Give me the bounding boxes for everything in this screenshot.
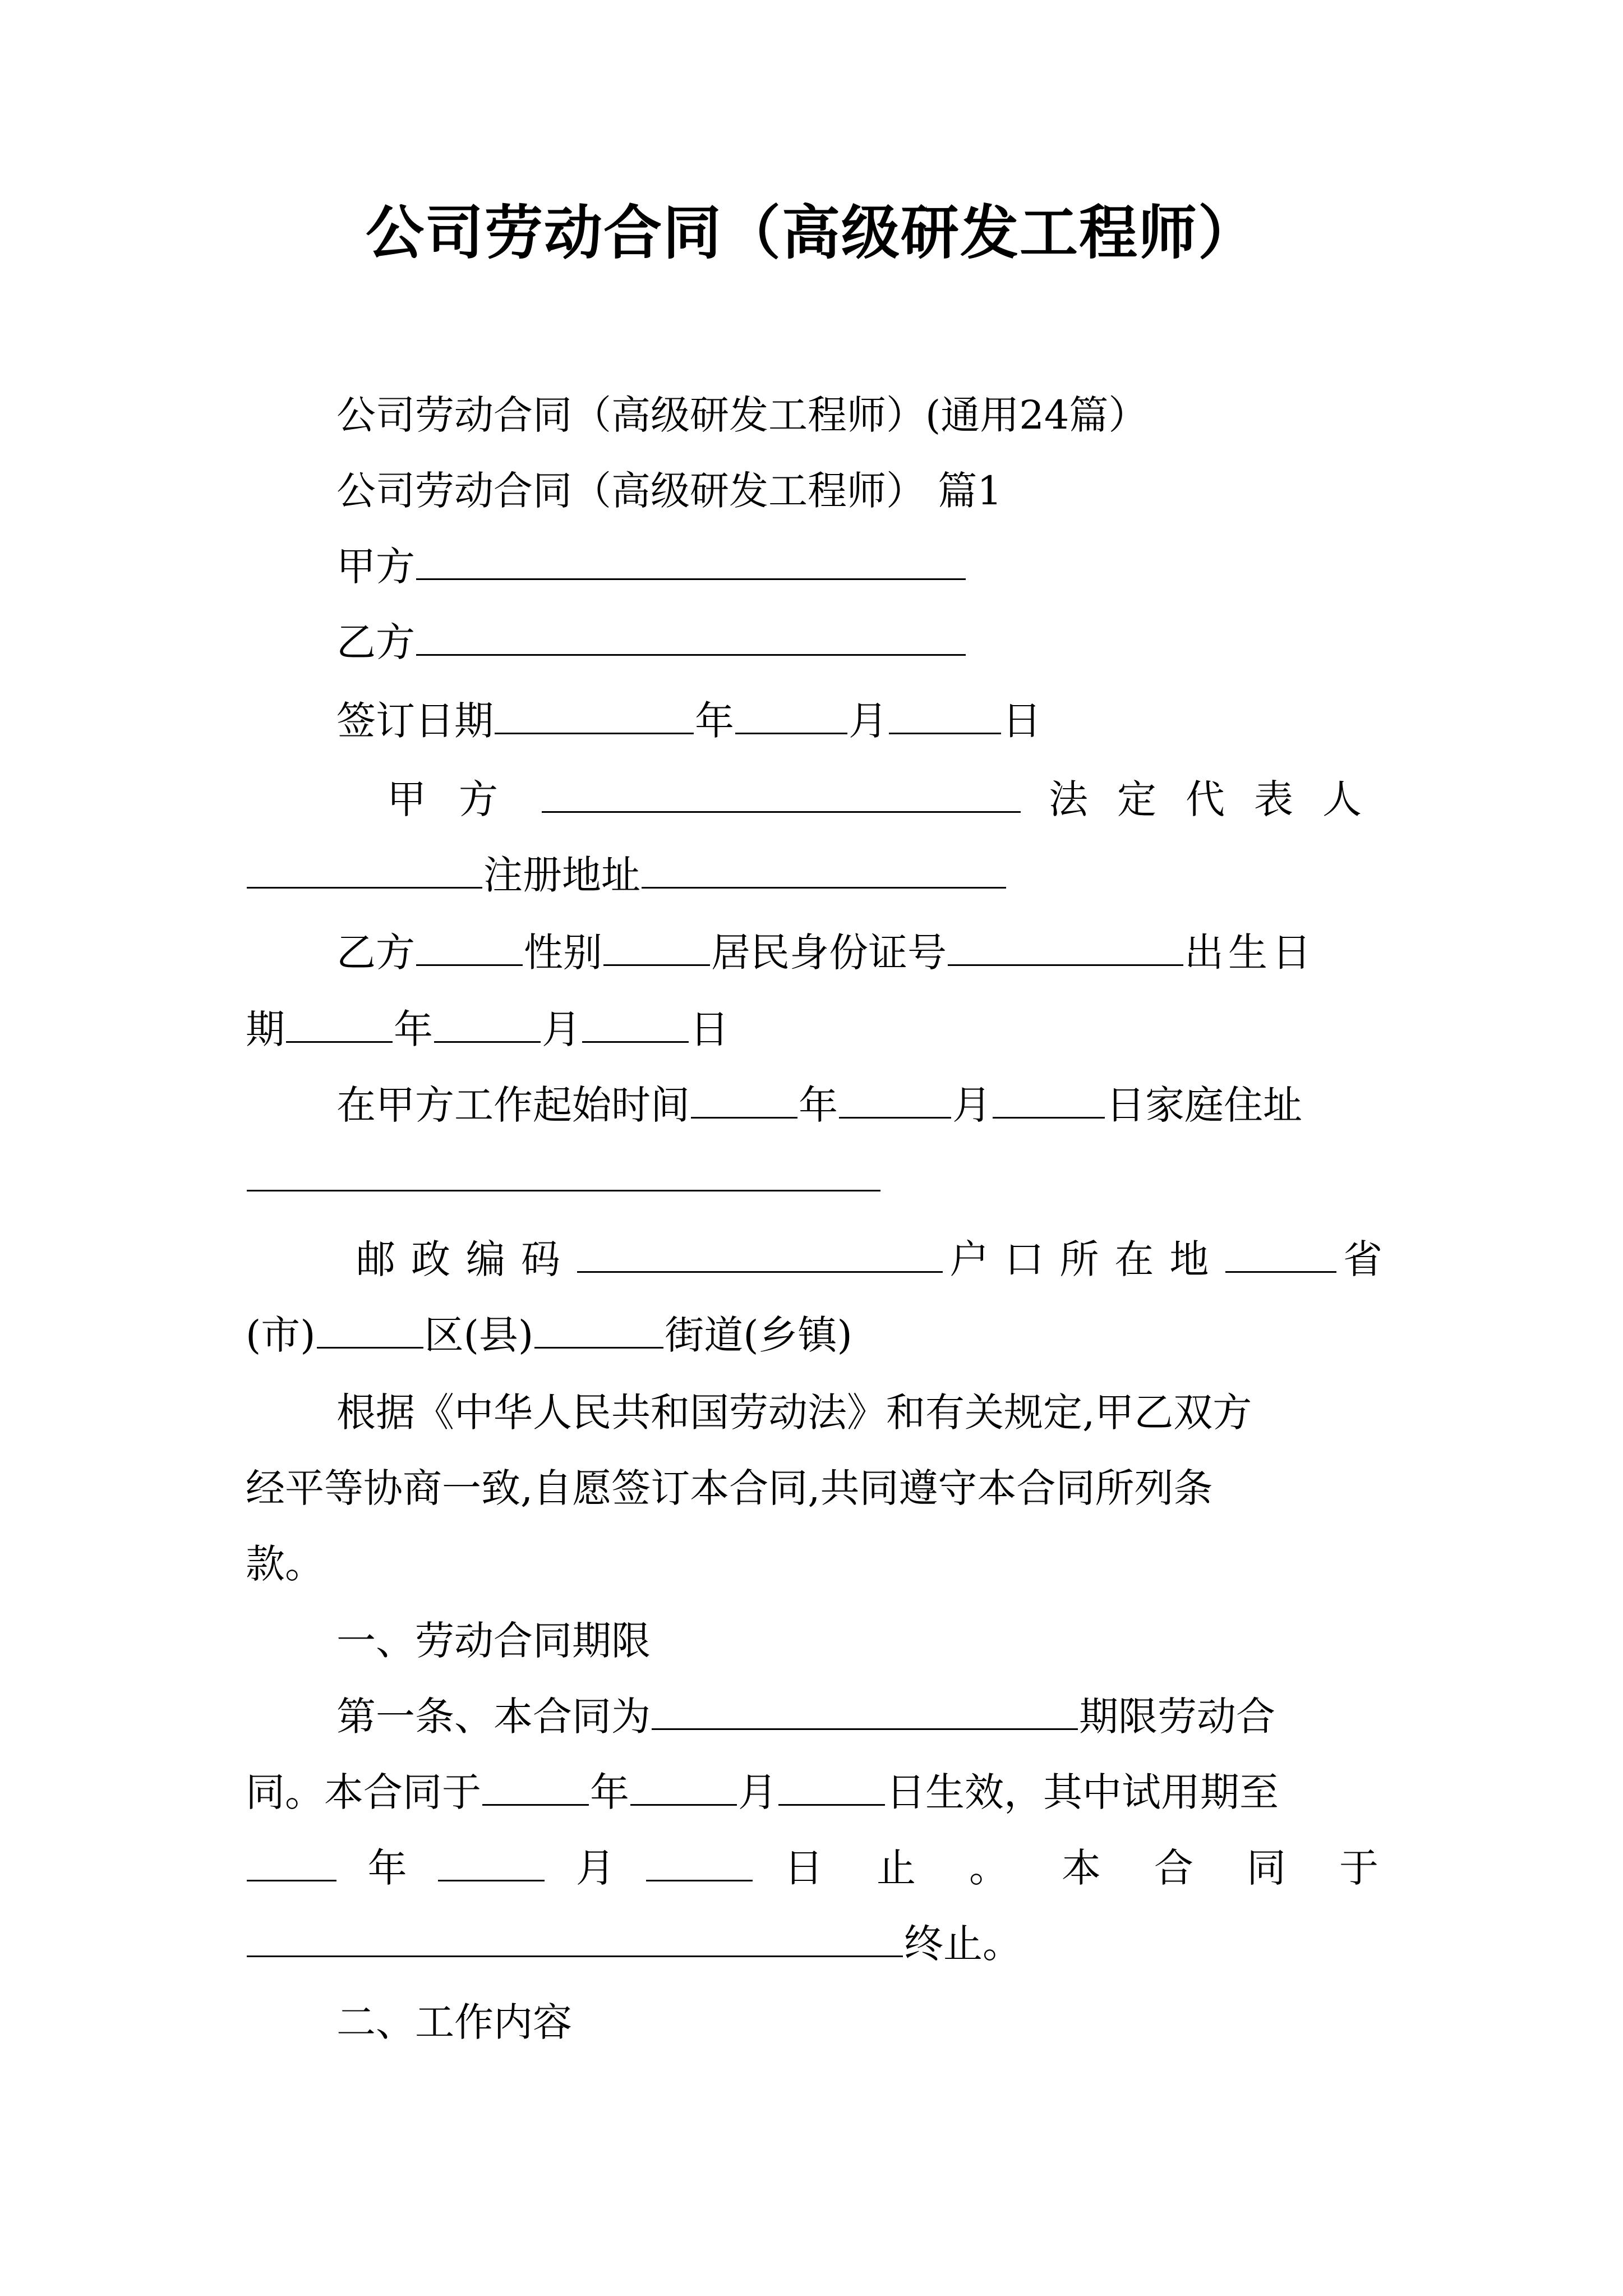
reg-address-line: [246, 847, 1007, 903]
year-label: 年: [695, 698, 734, 744]
birth-date-line: [246, 1001, 729, 1057]
effective-month-blank[interactable]: [630, 1768, 737, 1806]
city-label: (市): [246, 1312, 316, 1358]
probation-month-label: 月: [575, 1845, 615, 1891]
birth-day-label: 日: [690, 1006, 729, 1052]
birth-label: 出生日: [1184, 930, 1316, 976]
work-start-label: 在甲方工作起始时间: [336, 1082, 690, 1128]
birth-month-label: 月: [542, 1006, 581, 1052]
sign-day-blank[interactable]: [889, 697, 1001, 734]
hukou-label: 户口所在地: [949, 1236, 1225, 1282]
party-a-detail-line: [387, 771, 1391, 827]
article-1-term: 期限劳动合: [1079, 1694, 1275, 1740]
party-b-blank[interactable]: [416, 618, 966, 656]
effective-month-label: 月: [738, 1769, 777, 1815]
day-label: 日: [1002, 698, 1041, 744]
city-blank[interactable]: [317, 1311, 423, 1349]
street-label: 街道(乡镇): [665, 1312, 852, 1358]
probation-day-blank[interactable]: [646, 1844, 753, 1881]
work-month-label: 月: [952, 1082, 992, 1128]
sign-year-blank[interactable]: [495, 697, 694, 734]
article-1-line-1: [336, 1688, 1275, 1745]
basis-paragraph-line-3: 款。: [246, 1541, 324, 1587]
province-label: 省: [1343, 1236, 1382, 1282]
work-start-line: [336, 1077, 1302, 1133]
birth-day-blank[interactable]: [582, 1005, 689, 1043]
effective-year-blank[interactable]: [482, 1768, 589, 1806]
probation-month-blank[interactable]: [438, 1844, 545, 1881]
party-b-detail-label: 乙方: [336, 930, 415, 976]
party-a-name-blank[interactable]: [542, 775, 1021, 813]
district-blank[interactable]: [534, 1311, 663, 1349]
gender-blank[interactable]: [603, 928, 710, 966]
party-b-label: 乙方: [336, 619, 415, 665]
sign-month-blank[interactable]: [735, 697, 847, 734]
party-b-detail-line: [336, 924, 1380, 981]
basis-paragraph-line-2: 经平等协商一致,自愿签订本合同,共同遵守本合同所列条: [246, 1465, 1213, 1511]
effective-day-blank[interactable]: [778, 1768, 885, 1806]
sign-date-line: [336, 693, 1041, 749]
work-year-blank[interactable]: [691, 1081, 797, 1119]
probation-year-label: 年: [367, 1845, 407, 1891]
home-address-line: [246, 1150, 882, 1206]
birth-year-blank[interactable]: [286, 1005, 393, 1043]
article-1-stop: 日止。本合同于: [783, 1845, 1432, 1891]
reg-address-blank[interactable]: [642, 851, 1006, 889]
birth-month-blank[interactable]: [434, 1005, 541, 1043]
probation-year-blank[interactable]: [247, 1844, 336, 1881]
district-label: 区(县): [424, 1312, 534, 1358]
article-1-end: 终止。: [904, 1921, 1022, 1967]
home-address-label: 日家庭住址: [1106, 1082, 1302, 1128]
legal-rep-label: 法定代表人: [1049, 776, 1391, 822]
contract-type-blank[interactable]: [652, 1692, 1078, 1730]
work-day-blank[interactable]: [993, 1081, 1105, 1119]
gender-label: 性别: [524, 930, 602, 976]
month-label: 月: [849, 698, 888, 744]
piece-heading: 公司劳动合同（高级研发工程师） 篇1: [336, 468, 1002, 514]
article-1-effective: 日生效，其中试用期至: [886, 1769, 1279, 1815]
article-1-start: 第一条、本合同为: [336, 1694, 651, 1740]
article-1-line-4: [246, 1916, 1022, 1972]
postal-line: [356, 1231, 1382, 1287]
postal-blank[interactable]: [577, 1235, 943, 1273]
document-title: 公司劳动合同（高级研发工程师）: [365, 199, 1257, 267]
document-subtitle: 公司劳动合同（高级研发工程师）(通用24篇）: [336, 392, 1148, 438]
party-b-line: [336, 614, 967, 670]
effective-year-label: 年: [590, 1769, 629, 1815]
id-number-label: 居民身份证号: [711, 930, 947, 976]
section-2-heading: 二、工作内容: [336, 1999, 572, 2045]
hukou-province-blank[interactable]: [1225, 1235, 1336, 1273]
work-month-blank[interactable]: [839, 1081, 951, 1119]
birth-label-cont: 期: [246, 1006, 285, 1052]
article-1-effective-start: 同。本合同于: [246, 1769, 481, 1815]
region-line: [246, 1307, 852, 1363]
birth-year-label: 年: [394, 1006, 433, 1052]
reg-address-label: 注册地址: [483, 852, 640, 898]
postal-label: 邮政编码: [356, 1236, 576, 1282]
party-a-blank[interactable]: [416, 542, 966, 580]
sign-date-label: 签订日期: [336, 698, 494, 744]
legal-rep-blank[interactable]: [247, 851, 482, 889]
id-number-blank[interactable]: [948, 928, 1183, 966]
party-a-label: 甲方: [336, 544, 415, 590]
section-1-heading: 一、劳动合同期限: [336, 1618, 651, 1664]
basis-paragraph-line-1: 根据《中华人民共和国劳动法》和有关规定,甲乙双方: [336, 1389, 1252, 1435]
termination-blank[interactable]: [247, 1920, 903, 1957]
party-a-line: [336, 539, 967, 595]
work-year-label: 年: [799, 1082, 838, 1128]
article-1-line-2: [246, 1764, 1279, 1820]
article-1-line-3: [246, 1840, 1432, 1896]
party-a-detail-label: 甲方: [387, 776, 531, 822]
party-b-name-blank[interactable]: [416, 928, 523, 966]
home-address-blank[interactable]: [247, 1154, 880, 1191]
